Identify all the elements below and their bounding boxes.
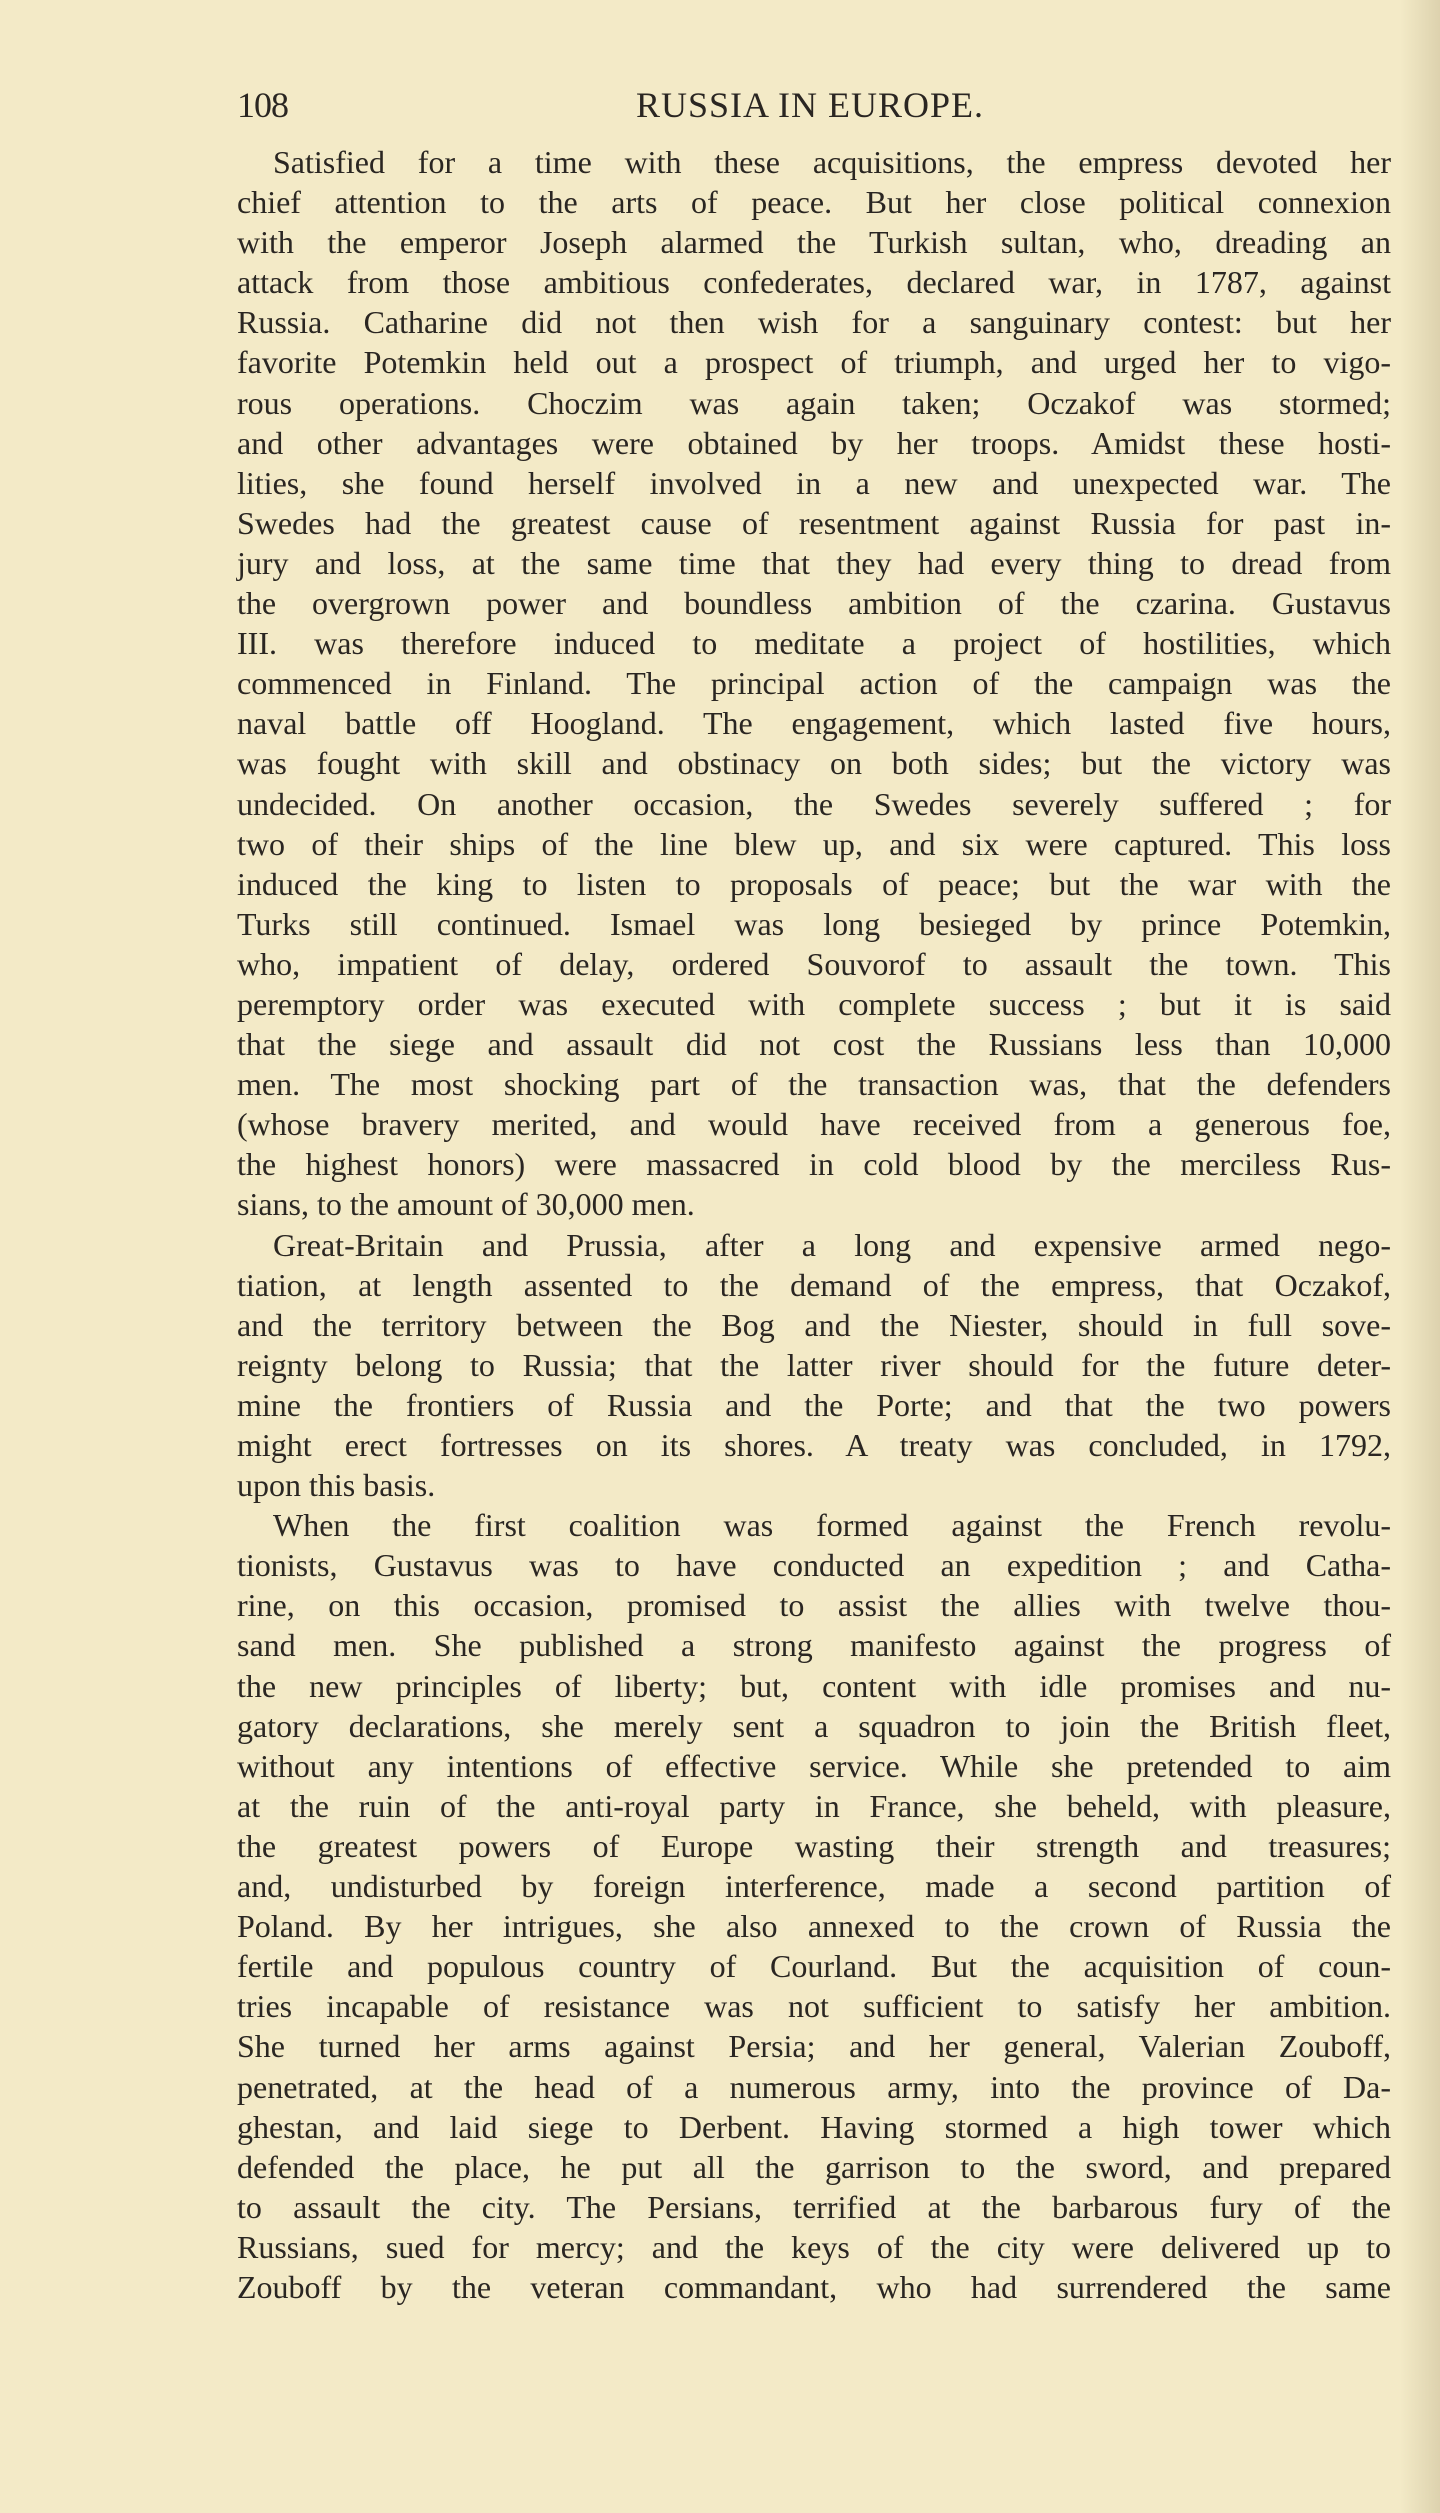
text-line: penetrated, at the head of a numerous army, into the province of Da-: [237, 2068, 1391, 2105]
text-line: mine the frontiers of Russia and the Porte; and that the two powers: [237, 1386, 1391, 1423]
text-line: fertile and populous country of Courland. But the acquisition of coun-: [237, 1948, 1391, 1985]
text-line: two of their ships of the line blew up, and six were captured. This loss: [237, 825, 1391, 862]
text-line: Swedes had the greatest cause of resentment against Russia for past in-: [237, 504, 1391, 541]
text-line: might erect fortresses on its shores. A treaty was concluded, in 1792,: [237, 1427, 1391, 1463]
text-line: Satisfied for a time with these acquisitions, the empress devoted her: [273, 144, 1391, 180]
text-line: commenced in Finland. The principal action of the campaign was the: [237, 665, 1391, 702]
text-line: upon this basis.: [237, 1467, 436, 1504]
text-line: and, undisturbed by foreign interference, made a second partition of: [237, 1868, 1391, 1905]
text-line: Great-Britain and Prussia, after a long and expensive armed nego-: [273, 1226, 1391, 1263]
text-line: rine, on this occasion, promised to assist the allies with twelve thou-: [237, 1587, 1391, 1624]
text-line: to assault the city. The Persians, terrified at the barbarous fury of the: [237, 2188, 1391, 2225]
page-edge-shadow: [1400, 0, 1440, 2513]
text-line: induced the king to listen to proposals of peace; but the war with the: [237, 865, 1391, 902]
text-line: attack from those ambitious confederates, declared war, in 1787, against: [237, 264, 1391, 301]
text-line: Poland. By her intrigues, she also annexed to the crown of Russia the: [237, 1908, 1391, 1945]
text-line: naval battle off Hoogland. The engagement, which lasted five hours,: [237, 705, 1391, 742]
text-line: sians, to the amount of 30,000 men.: [237, 1186, 695, 1223]
text-line: without any intentions of effective service. While she pretended to aim: [237, 1747, 1391, 1784]
text-line: defended the place, he put all the garrison to the sword, and prepared: [237, 2148, 1391, 2185]
text-line: III. was therefore induced to meditate a project of hostilities, which: [237, 625, 1391, 662]
text-line: who, impatient of delay, ordered Souvorof to assault the town. This: [237, 945, 1391, 982]
text-line: peremptory order was executed with complete success ; but it is said: [237, 985, 1391, 1022]
text-line: the new principles of liberty; but, content with idle promises and nu-: [237, 1667, 1391, 1704]
text-line: Turks still continued. Ismael was long besieged by prince Potemkin,: [237, 905, 1391, 942]
text-line: and other advantages were obtained by her troops. Amidst these hosti-: [237, 424, 1391, 461]
text-line: jury and loss, at the same time that they had every thing to dread from: [237, 544, 1391, 581]
text-line: chief attention to the arts of peace. But her close political connexion: [237, 184, 1391, 221]
text-line: She turned her arms against Persia; and her general, Valerian Zouboff,: [237, 2028, 1391, 2065]
text-line: the highest honors) were massacred in cold blood by the merciless Rus-: [237, 1146, 1391, 1183]
text-line: Russians, sued for mercy; and the keys of the city were delivered up to: [237, 2228, 1391, 2265]
text-line: at the ruin of the anti-royal party in France, she beheld, with pleasure,: [237, 1787, 1391, 1824]
text-line: gatory declarations, she merely sent a squadron to join the British fleet,: [237, 1707, 1391, 1744]
text-line: with the emperor Joseph alarmed the Turkish sultan, who, dreading an: [237, 224, 1391, 261]
running-title: RUSSIA IN EUROPE.: [635, 85, 985, 125]
text-line: was fought with skill and obstinacy on both sides; but the victory was: [237, 745, 1391, 782]
text-line: the overgrown power and boundless ambition of the czarina. Gustavus: [237, 585, 1391, 622]
page-number: 108: [237, 85, 288, 125]
text-line: tionists, Gustavus was to have conducted an expedition ; and Catha-: [237, 1547, 1391, 1584]
text-line: and the territory between the Bog and the Niester, should in full sove-: [237, 1306, 1391, 1343]
text-line: ghestan, and laid siege to Derbent. Having stormed a high tower which: [237, 2108, 1391, 2145]
text-line: rous operations. Choczim was again taken; Oczakof was stormed;: [237, 384, 1391, 421]
text-line: favorite Potemkin held out a prospect of triumph, and urged her to vigo-: [237, 344, 1391, 381]
text-line: reignty belong to Russia; that the latter river should for the future deter-: [237, 1346, 1391, 1383]
text-line: Russia. Catharine did not then wish for a sanguinary contest: but her: [237, 304, 1391, 341]
text-line: Zouboff by the veteran commandant, who had surrendered the same: [237, 2268, 1391, 2305]
text-line: men. The most shocking part of the transaction was, that the defenders: [237, 1066, 1391, 1103]
text-line: tries incapable of resistance was not sufficient to satisfy her ambition.: [237, 1988, 1391, 2025]
text-line: When the first coalition was formed against the French revolu-: [273, 1507, 1391, 1544]
text-line: the greatest powers of Europe wasting their strength and treasures;: [237, 1827, 1391, 1864]
text-line: lities, she found herself involved in a new and unexpected war. The: [237, 464, 1391, 501]
text-line: tiation, at length assented to the demand of the empress, that Oczakof,: [237, 1266, 1391, 1303]
text-line: (whose bravery merited, and would have received from a generous foe,: [237, 1106, 1391, 1143]
body-text: [237, 142, 1391, 2307]
text-line: sand men. She published a strong manifesto against the progress of: [237, 1627, 1391, 1664]
text-line: that the siege and assault did not cost the Russians less than 10,000: [237, 1026, 1391, 1063]
text-line: undecided. On another occasion, the Swedes severely suffered ; for: [237, 785, 1391, 822]
